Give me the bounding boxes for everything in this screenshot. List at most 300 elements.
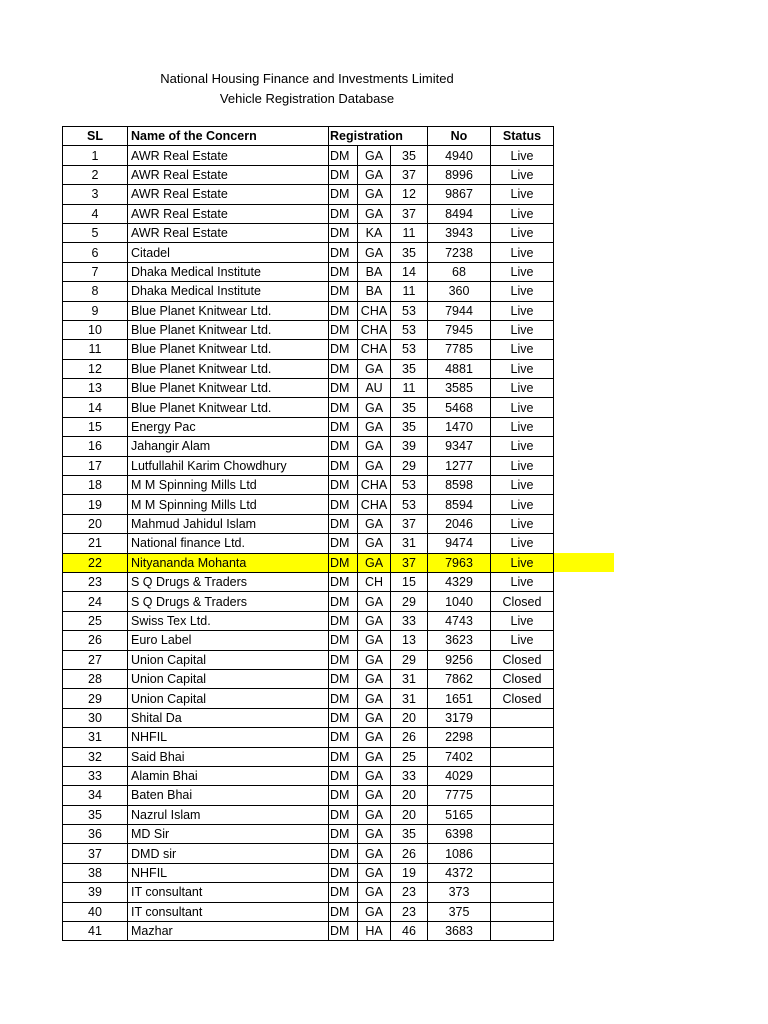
cell-name[interactable]: Nazrul Islam bbox=[128, 805, 329, 824]
cell-name[interactable]: AWR Real Estate bbox=[128, 185, 329, 204]
cell-reg-class[interactable]: CHA bbox=[358, 320, 391, 339]
cell-reg-series[interactable]: 29 bbox=[391, 650, 428, 669]
cell-name[interactable]: Blue Planet Knitwear Ltd. bbox=[128, 359, 329, 378]
cell-sl[interactable]: 2 bbox=[63, 165, 128, 184]
cell-reg-class[interactable]: BA bbox=[358, 282, 391, 301]
cell-reg-class[interactable]: GA bbox=[358, 204, 391, 223]
cell-sl[interactable]: 1 bbox=[63, 146, 128, 165]
cell-number[interactable]: 7862 bbox=[428, 669, 491, 688]
cell-reg-city[interactable]: DM bbox=[329, 185, 358, 204]
table-row[interactable] bbox=[63, 572, 554, 591]
cell-sl[interactable]: 12 bbox=[63, 359, 128, 378]
cell-number[interactable]: 7945 bbox=[428, 320, 491, 339]
cell-number[interactable]: 4329 bbox=[428, 572, 491, 591]
table-row[interactable] bbox=[63, 417, 554, 436]
cell-sl[interactable]: 6 bbox=[63, 243, 128, 262]
cell-sl[interactable]: 34 bbox=[63, 786, 128, 805]
cell-status[interactable]: Live bbox=[491, 631, 554, 650]
cell-sl[interactable]: 10 bbox=[63, 320, 128, 339]
cell-name[interactable]: Union Capital bbox=[128, 689, 329, 708]
cell-reg-series[interactable]: 53 bbox=[391, 301, 428, 320]
cell-sl[interactable]: 15 bbox=[63, 417, 128, 436]
cell-reg-series[interactable]: 12 bbox=[391, 185, 428, 204]
cell-reg-series[interactable]: 37 bbox=[391, 165, 428, 184]
cell-name[interactable]: Shital Da bbox=[128, 708, 329, 727]
cell-reg-city[interactable]: DM bbox=[329, 825, 358, 844]
cell-status[interactable] bbox=[491, 766, 554, 785]
table-row[interactable] bbox=[63, 786, 554, 805]
cell-status[interactable] bbox=[491, 728, 554, 747]
cell-reg-city[interactable]: DM bbox=[329, 669, 358, 688]
cell-reg-class[interactable]: GA bbox=[358, 631, 391, 650]
header-status[interactable]: Status bbox=[491, 127, 554, 146]
cell-number[interactable]: 4743 bbox=[428, 611, 491, 630]
cell-sl[interactable]: 11 bbox=[63, 340, 128, 359]
table-row[interactable] bbox=[63, 223, 554, 242]
cell-number[interactable]: 8598 bbox=[428, 476, 491, 495]
cell-reg-series[interactable]: 19 bbox=[391, 863, 428, 882]
cell-reg-series[interactable]: 33 bbox=[391, 766, 428, 785]
table-row[interactable] bbox=[63, 883, 554, 902]
cell-reg-class[interactable]: GA bbox=[358, 553, 391, 572]
cell-reg-series[interactable]: 53 bbox=[391, 340, 428, 359]
table-row[interactable] bbox=[63, 922, 554, 941]
cell-reg-city[interactable]: DM bbox=[329, 534, 358, 553]
cell-reg-city[interactable]: DM bbox=[329, 243, 358, 262]
cell-sl[interactable]: 38 bbox=[63, 863, 128, 882]
cell-reg-city[interactable]: DM bbox=[329, 359, 358, 378]
cell-reg-class[interactable]: GA bbox=[358, 708, 391, 727]
cell-name[interactable]: Baten Bhai bbox=[128, 786, 329, 805]
cell-reg-class[interactable]: GA bbox=[358, 611, 391, 630]
cell-name[interactable]: Lutfullahil Karim Chowdhury bbox=[128, 456, 329, 475]
cell-number[interactable]: 1040 bbox=[428, 592, 491, 611]
cell-status[interactable] bbox=[491, 805, 554, 824]
cell-reg-series[interactable]: 53 bbox=[391, 495, 428, 514]
cell-number[interactable]: 9256 bbox=[428, 650, 491, 669]
cell-status[interactable]: Live bbox=[491, 611, 554, 630]
cell-name[interactable]: IT consultant bbox=[128, 883, 329, 902]
cell-sl[interactable]: 5 bbox=[63, 223, 128, 242]
cell-number[interactable]: 3683 bbox=[428, 922, 491, 941]
cell-status[interactable]: Live bbox=[491, 495, 554, 514]
cell-reg-city[interactable]: DM bbox=[329, 165, 358, 184]
table-row[interactable] bbox=[63, 146, 554, 165]
cell-name[interactable]: Dhaka Medical Institute bbox=[128, 262, 329, 281]
cell-reg-city[interactable]: DM bbox=[329, 611, 358, 630]
cell-status[interactable]: Live bbox=[491, 398, 554, 417]
cell-status[interactable] bbox=[491, 825, 554, 844]
cell-name[interactable]: AWR Real Estate bbox=[128, 165, 329, 184]
cell-reg-class[interactable]: CHA bbox=[358, 476, 391, 495]
cell-reg-class[interactable]: GA bbox=[358, 243, 391, 262]
cell-number[interactable]: 7402 bbox=[428, 747, 491, 766]
cell-number[interactable]: 4372 bbox=[428, 863, 491, 882]
cell-number[interactable]: 5468 bbox=[428, 398, 491, 417]
cell-reg-class[interactable]: GA bbox=[358, 863, 391, 882]
cell-status[interactable]: Live bbox=[491, 320, 554, 339]
table-row[interactable] bbox=[63, 553, 554, 572]
cell-sl[interactable]: 17 bbox=[63, 456, 128, 475]
cell-reg-city[interactable]: DM bbox=[329, 223, 358, 242]
table-row[interactable] bbox=[63, 495, 554, 514]
cell-sl[interactable]: 14 bbox=[63, 398, 128, 417]
cell-reg-city[interactable]: DM bbox=[329, 320, 358, 339]
cell-reg-series[interactable]: 31 bbox=[391, 669, 428, 688]
cell-reg-city[interactable]: DM bbox=[329, 514, 358, 533]
cell-sl[interactable]: 31 bbox=[63, 728, 128, 747]
cell-sl[interactable]: 8 bbox=[63, 282, 128, 301]
cell-sl[interactable]: 33 bbox=[63, 766, 128, 785]
table-row[interactable] bbox=[63, 359, 554, 378]
cell-reg-class[interactable]: CHA bbox=[358, 301, 391, 320]
cell-reg-class[interactable]: BA bbox=[358, 262, 391, 281]
cell-number[interactable]: 3585 bbox=[428, 379, 491, 398]
cell-name[interactable]: Nityananda Mohanta bbox=[128, 553, 329, 572]
cell-number[interactable]: 9347 bbox=[428, 437, 491, 456]
table-row[interactable] bbox=[63, 514, 554, 533]
table-row[interactable] bbox=[63, 301, 554, 320]
cell-reg-class[interactable]: GA bbox=[358, 747, 391, 766]
table-row[interactable] bbox=[63, 631, 554, 650]
cell-reg-class[interactable]: GA bbox=[358, 417, 391, 436]
table-row[interactable] bbox=[63, 902, 554, 921]
cell-reg-class[interactable]: GA bbox=[358, 534, 391, 553]
cell-reg-city[interactable]: DM bbox=[329, 437, 358, 456]
cell-reg-class[interactable]: GA bbox=[358, 456, 391, 475]
cell-reg-series[interactable]: 26 bbox=[391, 728, 428, 747]
cell-sl[interactable]: 23 bbox=[63, 572, 128, 591]
cell-name[interactable]: Alamin Bhai bbox=[128, 766, 329, 785]
cell-status[interactable]: Live bbox=[491, 437, 554, 456]
cell-sl[interactable]: 9 bbox=[63, 301, 128, 320]
table-row[interactable] bbox=[63, 689, 554, 708]
cell-reg-series[interactable]: 53 bbox=[391, 320, 428, 339]
cell-reg-class[interactable]: CH bbox=[358, 572, 391, 591]
cell-reg-class[interactable]: GA bbox=[358, 786, 391, 805]
cell-reg-class[interactable]: GA bbox=[358, 689, 391, 708]
cell-status[interactable]: Closed bbox=[491, 592, 554, 611]
cell-reg-series[interactable]: 39 bbox=[391, 437, 428, 456]
header-no[interactable]: No bbox=[428, 127, 491, 146]
cell-number[interactable]: 8996 bbox=[428, 165, 491, 184]
cell-reg-series[interactable]: 25 bbox=[391, 747, 428, 766]
cell-sl[interactable]: 41 bbox=[63, 922, 128, 941]
cell-status[interactable]: Closed bbox=[491, 669, 554, 688]
cell-status[interactable]: Live bbox=[491, 165, 554, 184]
table-row[interactable] bbox=[63, 320, 554, 339]
cell-reg-city[interactable]: DM bbox=[329, 553, 358, 572]
cell-name[interactable]: Swiss Tex Ltd. bbox=[128, 611, 329, 630]
table-row[interactable] bbox=[63, 611, 554, 630]
cell-number[interactable]: 8494 bbox=[428, 204, 491, 223]
cell-reg-class[interactable]: GA bbox=[358, 766, 391, 785]
cell-sl[interactable]: 26 bbox=[63, 631, 128, 650]
cell-reg-class[interactable]: CHA bbox=[358, 495, 391, 514]
cell-sl[interactable]: 29 bbox=[63, 689, 128, 708]
cell-reg-city[interactable]: DM bbox=[329, 456, 358, 475]
cell-number[interactable]: 2046 bbox=[428, 514, 491, 533]
header-sl[interactable]: SL bbox=[63, 127, 128, 146]
cell-name[interactable]: S Q Drugs & Traders bbox=[128, 592, 329, 611]
cell-name[interactable]: Dhaka Medical Institute bbox=[128, 282, 329, 301]
cell-sl[interactable]: 13 bbox=[63, 379, 128, 398]
header-registration[interactable]: Registration bbox=[329, 127, 428, 146]
cell-number[interactable]: 7944 bbox=[428, 301, 491, 320]
cell-sl[interactable]: 35 bbox=[63, 805, 128, 824]
cell-name[interactable]: National finance Ltd. bbox=[128, 534, 329, 553]
cell-name[interactable]: AWR Real Estate bbox=[128, 223, 329, 242]
cell-sl[interactable]: 30 bbox=[63, 708, 128, 727]
cell-reg-series[interactable]: 46 bbox=[391, 922, 428, 941]
table-row[interactable] bbox=[63, 243, 554, 262]
cell-sl[interactable]: 24 bbox=[63, 592, 128, 611]
cell-reg-series[interactable]: 37 bbox=[391, 514, 428, 533]
table-row[interactable] bbox=[63, 437, 554, 456]
table-row[interactable] bbox=[63, 728, 554, 747]
cell-sl[interactable]: 22 bbox=[63, 553, 128, 572]
cell-status[interactable]: Live bbox=[491, 417, 554, 436]
cell-reg-city[interactable]: DM bbox=[329, 495, 358, 514]
cell-reg-class[interactable]: GA bbox=[358, 805, 391, 824]
cell-number[interactable]: 2298 bbox=[428, 728, 491, 747]
cell-number[interactable]: 3943 bbox=[428, 223, 491, 242]
cell-status[interactable]: Live bbox=[491, 301, 554, 320]
table-row[interactable] bbox=[63, 650, 554, 669]
cell-reg-series[interactable]: 20 bbox=[391, 786, 428, 805]
cell-reg-class[interactable]: GA bbox=[358, 185, 391, 204]
table-row[interactable] bbox=[63, 747, 554, 766]
cell-status[interactable] bbox=[491, 844, 554, 863]
cell-name[interactable]: NHFIL bbox=[128, 728, 329, 747]
cell-reg-city[interactable]: DM bbox=[329, 902, 358, 921]
cell-reg-city[interactable]: DM bbox=[329, 689, 358, 708]
table-row[interactable] bbox=[63, 592, 554, 611]
cell-status[interactable]: Live bbox=[491, 204, 554, 223]
cell-sl[interactable]: 19 bbox=[63, 495, 128, 514]
cell-reg-city[interactable]: DM bbox=[329, 282, 358, 301]
cell-reg-city[interactable]: DM bbox=[329, 863, 358, 882]
cell-reg-class[interactable]: GA bbox=[358, 650, 391, 669]
cell-number[interactable]: 1086 bbox=[428, 844, 491, 863]
cell-number[interactable]: 8594 bbox=[428, 495, 491, 514]
table-row[interactable] bbox=[63, 340, 554, 359]
cell-number[interactable]: 360 bbox=[428, 282, 491, 301]
cell-number[interactable]: 7785 bbox=[428, 340, 491, 359]
cell-status[interactable]: Closed bbox=[491, 650, 554, 669]
cell-reg-city[interactable]: DM bbox=[329, 728, 358, 747]
cell-sl[interactable]: 7 bbox=[63, 262, 128, 281]
cell-reg-class[interactable]: GA bbox=[358, 165, 391, 184]
cell-reg-class[interactable]: GA bbox=[358, 398, 391, 417]
cell-reg-city[interactable]: DM bbox=[329, 417, 358, 436]
cell-reg-series[interactable]: 23 bbox=[391, 883, 428, 902]
cell-reg-city[interactable]: DM bbox=[329, 340, 358, 359]
cell-name[interactable]: DMD sir bbox=[128, 844, 329, 863]
table-row[interactable] bbox=[63, 204, 554, 223]
cell-sl[interactable]: 37 bbox=[63, 844, 128, 863]
table-row[interactable] bbox=[63, 456, 554, 475]
cell-sl[interactable]: 32 bbox=[63, 747, 128, 766]
cell-number[interactable]: 9474 bbox=[428, 534, 491, 553]
cell-status[interactable] bbox=[491, 863, 554, 882]
table-row[interactable] bbox=[63, 766, 554, 785]
cell-name[interactable]: Blue Planet Knitwear Ltd. bbox=[128, 301, 329, 320]
cell-name[interactable]: Blue Planet Knitwear Ltd. bbox=[128, 340, 329, 359]
cell-reg-series[interactable]: 23 bbox=[391, 902, 428, 921]
cell-name[interactable]: AWR Real Estate bbox=[128, 204, 329, 223]
cell-reg-series[interactable]: 35 bbox=[391, 825, 428, 844]
cell-name[interactable]: AWR Real Estate bbox=[128, 146, 329, 165]
table-row[interactable] bbox=[63, 165, 554, 184]
cell-number[interactable]: 3623 bbox=[428, 631, 491, 650]
cell-reg-series[interactable]: 35 bbox=[391, 417, 428, 436]
cell-sl[interactable]: 25 bbox=[63, 611, 128, 630]
cell-reg-class[interactable]: GA bbox=[358, 825, 391, 844]
cell-name[interactable]: M M Spinning Mills Ltd bbox=[128, 476, 329, 495]
cell-reg-series[interactable]: 35 bbox=[391, 243, 428, 262]
cell-sl[interactable]: 39 bbox=[63, 883, 128, 902]
cell-number[interactable]: 7775 bbox=[428, 786, 491, 805]
cell-reg-city[interactable]: DM bbox=[329, 262, 358, 281]
cell-reg-city[interactable]: DM bbox=[329, 805, 358, 824]
cell-reg-class[interactable]: GA bbox=[358, 437, 391, 456]
cell-name[interactable]: Blue Planet Knitwear Ltd. bbox=[128, 379, 329, 398]
cell-reg-city[interactable]: DM bbox=[329, 922, 358, 941]
cell-sl[interactable]: 3 bbox=[63, 185, 128, 204]
cell-reg-series[interactable]: 33 bbox=[391, 611, 428, 630]
cell-status[interactable]: Live bbox=[491, 185, 554, 204]
table-row[interactable] bbox=[63, 185, 554, 204]
cell-reg-city[interactable]: DM bbox=[329, 708, 358, 727]
cell-status[interactable]: Live bbox=[491, 553, 554, 572]
cell-status[interactable]: Live bbox=[491, 572, 554, 591]
cell-sl[interactable]: 4 bbox=[63, 204, 128, 223]
cell-reg-city[interactable]: DM bbox=[329, 766, 358, 785]
table-row[interactable] bbox=[63, 282, 554, 301]
table-row[interactable] bbox=[63, 669, 554, 688]
cell-status[interactable]: Closed bbox=[491, 689, 554, 708]
cell-name[interactable]: S Q Drugs & Traders bbox=[128, 572, 329, 591]
cell-name[interactable]: IT consultant bbox=[128, 902, 329, 921]
cell-reg-city[interactable]: DM bbox=[329, 398, 358, 417]
cell-name[interactable]: Mazhar bbox=[128, 922, 329, 941]
cell-number[interactable]: 3179 bbox=[428, 708, 491, 727]
cell-name[interactable]: MD Sir bbox=[128, 825, 329, 844]
cell-name[interactable]: Union Capital bbox=[128, 650, 329, 669]
cell-reg-city[interactable]: DM bbox=[329, 301, 358, 320]
cell-status[interactable]: Live bbox=[491, 456, 554, 475]
table-row[interactable] bbox=[63, 534, 554, 553]
cell-reg-city[interactable]: DM bbox=[329, 592, 358, 611]
cell-sl[interactable]: 28 bbox=[63, 669, 128, 688]
cell-reg-class[interactable]: GA bbox=[358, 669, 391, 688]
cell-status[interactable] bbox=[491, 747, 554, 766]
cell-reg-class[interactable]: GA bbox=[358, 514, 391, 533]
table-row[interactable] bbox=[63, 476, 554, 495]
cell-reg-series[interactable]: 35 bbox=[391, 359, 428, 378]
cell-name[interactable]: Citadel bbox=[128, 243, 329, 262]
cell-name[interactable]: Euro Label bbox=[128, 631, 329, 650]
cell-reg-series[interactable]: 29 bbox=[391, 592, 428, 611]
cell-number[interactable]: 4881 bbox=[428, 359, 491, 378]
cell-name[interactable]: M M Spinning Mills Ltd bbox=[128, 495, 329, 514]
cell-reg-series[interactable]: 31 bbox=[391, 689, 428, 708]
cell-reg-class[interactable]: KA bbox=[358, 223, 391, 242]
cell-name[interactable]: Jahangir Alam bbox=[128, 437, 329, 456]
cell-status[interactable]: Live bbox=[491, 262, 554, 281]
cell-status[interactable]: Live bbox=[491, 534, 554, 553]
cell-status[interactable]: Live bbox=[491, 282, 554, 301]
cell-status[interactable]: Live bbox=[491, 223, 554, 242]
cell-sl[interactable]: 16 bbox=[63, 437, 128, 456]
cell-reg-class[interactable]: GA bbox=[358, 902, 391, 921]
cell-status[interactable]: Live bbox=[491, 359, 554, 378]
table-row[interactable] bbox=[63, 262, 554, 281]
cell-name[interactable]: Said Bhai bbox=[128, 747, 329, 766]
cell-number[interactable]: 4029 bbox=[428, 766, 491, 785]
cell-reg-series[interactable]: 53 bbox=[391, 476, 428, 495]
cell-number[interactable]: 9867 bbox=[428, 185, 491, 204]
table-row[interactable] bbox=[63, 844, 554, 863]
cell-reg-class[interactable]: HA bbox=[358, 922, 391, 941]
cell-reg-series[interactable]: 35 bbox=[391, 398, 428, 417]
cell-reg-class[interactable]: GA bbox=[358, 883, 391, 902]
cell-status[interactable]: Live bbox=[491, 243, 554, 262]
cell-reg-city[interactable]: DM bbox=[329, 146, 358, 165]
cell-number[interactable]: 1651 bbox=[428, 689, 491, 708]
cell-name[interactable]: Blue Planet Knitwear Ltd. bbox=[128, 320, 329, 339]
cell-reg-city[interactable]: DM bbox=[329, 204, 358, 223]
cell-reg-series[interactable]: 35 bbox=[391, 146, 428, 165]
cell-number[interactable]: 5165 bbox=[428, 805, 491, 824]
table-row[interactable] bbox=[63, 863, 554, 882]
cell-status[interactable]: Live bbox=[491, 379, 554, 398]
cell-number[interactable]: 6398 bbox=[428, 825, 491, 844]
cell-status[interactable] bbox=[491, 786, 554, 805]
cell-status[interactable]: Live bbox=[491, 146, 554, 165]
cell-reg-series[interactable]: 13 bbox=[391, 631, 428, 650]
cell-sl[interactable]: 20 bbox=[63, 514, 128, 533]
cell-sl[interactable]: 36 bbox=[63, 825, 128, 844]
cell-reg-series[interactable]: 31 bbox=[391, 534, 428, 553]
cell-name[interactable]: NHFIL bbox=[128, 863, 329, 882]
cell-number[interactable]: 1470 bbox=[428, 417, 491, 436]
cell-reg-class[interactable]: CHA bbox=[358, 340, 391, 359]
cell-name[interactable]: Energy Pac bbox=[128, 417, 329, 436]
cell-number[interactable]: 7238 bbox=[428, 243, 491, 262]
cell-reg-series[interactable]: 11 bbox=[391, 223, 428, 242]
cell-reg-series[interactable]: 29 bbox=[391, 456, 428, 475]
cell-reg-series[interactable]: 26 bbox=[391, 844, 428, 863]
cell-reg-series[interactable]: 20 bbox=[391, 708, 428, 727]
cell-status[interactable]: Live bbox=[491, 476, 554, 495]
table-row[interactable] bbox=[63, 805, 554, 824]
cell-reg-class[interactable]: AU bbox=[358, 379, 391, 398]
cell-name[interactable]: Union Capital bbox=[128, 669, 329, 688]
cell-reg-city[interactable]: DM bbox=[329, 631, 358, 650]
cell-sl[interactable]: 40 bbox=[63, 902, 128, 921]
cell-status[interactable] bbox=[491, 902, 554, 921]
cell-reg-series[interactable]: 20 bbox=[391, 805, 428, 824]
cell-number[interactable]: 4940 bbox=[428, 146, 491, 165]
cell-reg-city[interactable]: DM bbox=[329, 379, 358, 398]
cell-reg-series[interactable]: 11 bbox=[391, 282, 428, 301]
cell-reg-class[interactable]: GA bbox=[358, 359, 391, 378]
cell-reg-series[interactable]: 14 bbox=[391, 262, 428, 281]
cell-reg-city[interactable]: DM bbox=[329, 786, 358, 805]
cell-status[interactable] bbox=[491, 922, 554, 941]
